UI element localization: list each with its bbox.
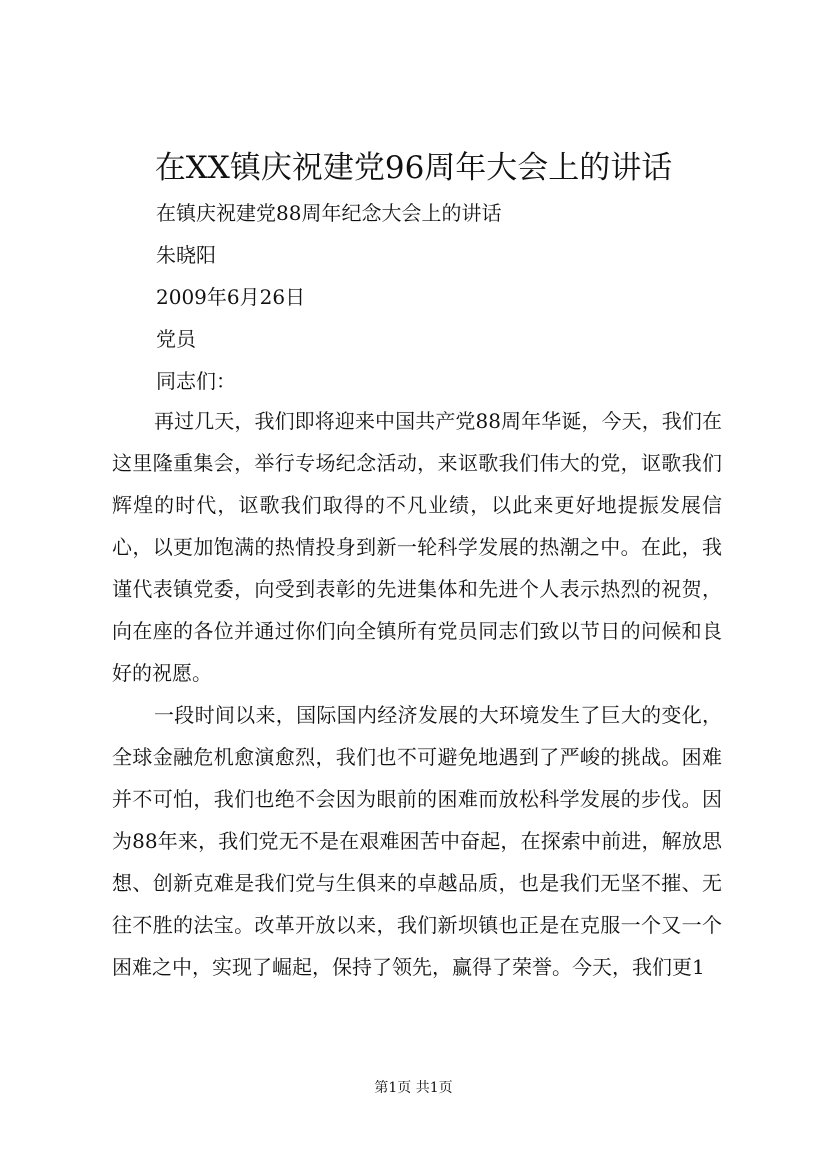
body-paragraph-1: 再过几天，我们即将迎来中国共产党88周年华诞，今天，我们在这里隆重集会，举行专场纪念活动，来讴歌我们伟大的党，讴歌我们辉煌的时代，讴歌我们取得的不凡业绩，以此来更好地提振发展信心，以更加饱满的热情投身到新一轮科学发展的热潮之中。在此，我谨代表镇党委，向受到表彰的先进集体和先进个人表示热烈的祝贺，向在座的各位并通过你们向全镇所有党员同志们致以节日的问候和良好的祝愿。 xyxy=(112,409,722,685)
speech-date: 2009年6月26日 xyxy=(156,285,306,309)
page-footer: 第1页 共1页 xyxy=(374,1080,453,1096)
greeting: 同志们： xyxy=(156,369,236,393)
document-title: 在XX镇庆祝建党96周年大会上的讲话 xyxy=(154,150,673,186)
author-name: 朱晓阳 xyxy=(156,243,216,267)
body-paragraph-2: 一段时间以来，国际国内经济发展的大环境发生了巨大的变化，全球金融危机愈演愈烈，我们也不可避免地遇到了严峻的挑战。困难并不可怕，我们也绝不会因为眼前的困难而放松科学发展的步伐。因为88年来，我们党无不是在艰难困苦中奋起，在探索中前进，解放思想、创新克难是我们党与生俱来的卓越品质，也是我们无坚不摧、无往不胜的法宝。改革开放以来，我们新坝镇也正是在克服一个又一个困难之中，实现了崛起，保持了领先，赢得了荣誉。今天，我们更1 xyxy=(112,703,722,979)
document-subtitle: 在镇庆祝建党88周年纪念大会上的讲话 xyxy=(156,201,502,225)
audience-label: 党员 xyxy=(156,327,196,351)
